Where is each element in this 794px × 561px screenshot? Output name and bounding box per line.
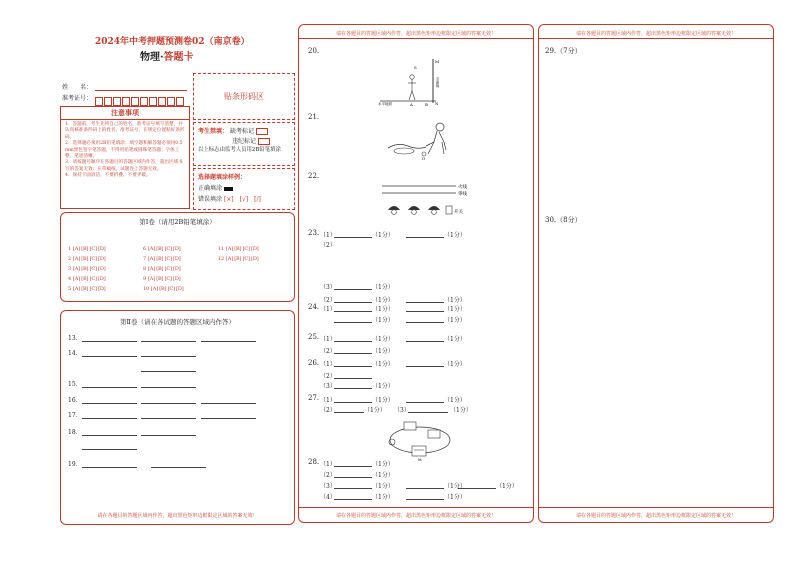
part-number: （4） [320, 494, 336, 501]
points-label: （1分） [372, 361, 394, 368]
label-zero: 零线 [458, 192, 467, 197]
divider [538, 38, 774, 39]
answer-options[interactable]: [A] [B] [C] [D] [147, 256, 181, 262]
answer-line[interactable] [334, 477, 372, 478]
points-label: （1分） [450, 407, 472, 414]
id-label: 准考证号： [62, 95, 93, 102]
divider [298, 38, 534, 39]
answer-line[interactable] [406, 488, 444, 489]
part1-title: 第Ⅰ卷（请用2B铅笔填涂） [139, 218, 216, 226]
points-label: （1分） [372, 397, 394, 404]
svg-text:M: M [418, 458, 422, 462]
subject-title [140, 48, 193, 63]
answer-line[interactable] [334, 466, 372, 467]
part-number: （2） [320, 472, 336, 479]
violation-label: 违纪标记 [232, 138, 257, 145]
answer-line[interactable] [141, 387, 196, 388]
q28-label: 28. [308, 458, 320, 466]
q15-label: 15． [68, 381, 82, 388]
answer-line[interactable] [141, 341, 196, 342]
warning-text: 请在各题目的答题区域内作答，超出黑色矩形边框限定区域的答案无效！ [97, 513, 258, 519]
divider [298, 507, 534, 508]
answer-options[interactable]: [A] [B] [C] [D] [72, 256, 106, 262]
part-number: （3） [394, 407, 410, 414]
answer-line[interactable] [141, 435, 196, 436]
answer-line[interactable] [334, 366, 372, 367]
points-label: （1分） [444, 361, 466, 368]
q21-figure-diagram [384, 120, 456, 160]
divider [538, 507, 774, 508]
points-label: （1分） [444, 317, 466, 324]
answer-options[interactable]: [A] [B] [C] [D] [147, 266, 181, 272]
q20-label: 20. [308, 47, 320, 55]
points-label: （1分） [444, 494, 466, 501]
answer-line[interactable] [334, 378, 372, 379]
exam-title: 2024年中考押题预测卷02（南京卷） [95, 37, 250, 47]
part-number: （3） [320, 483, 336, 490]
answer-line[interactable] [201, 418, 256, 419]
answer-line[interactable] [334, 302, 372, 303]
label-switch: 开关 [454, 210, 463, 215]
label-ground: 水平地面 [378, 102, 392, 106]
part-number: （1） [320, 461, 336, 468]
part-number: （2） [320, 242, 336, 249]
answer-line[interactable] [334, 322, 372, 323]
label-fire: 火线 [458, 185, 467, 190]
part-number: （1） [320, 397, 336, 404]
notes-box [60, 106, 190, 209]
q14-label: 14． [68, 350, 82, 357]
q17-label: 17． [68, 412, 82, 419]
part-number: （2） [320, 348, 336, 355]
answer-line[interactable] [141, 403, 196, 404]
q18-label: 18． [68, 429, 82, 436]
answer-line[interactable] [82, 467, 137, 468]
warning-text: 请在各题目的答题区域内作答，超出黑色矩形边框限定区域的答案无效！ [575, 513, 736, 519]
answer-line[interactable] [406, 341, 444, 342]
q-number: 1 [68, 246, 71, 252]
answer-line[interactable] [334, 388, 372, 389]
q30-label: 30.（8分） [545, 216, 582, 224]
q29-answer-area[interactable] [542, 56, 770, 206]
q27-circuit-diagram [384, 420, 456, 462]
points-label: （1分） [372, 297, 394, 304]
points-label: （1分） [372, 317, 394, 324]
points-label: （1分） [496, 483, 518, 490]
q19-label: 19． [68, 461, 82, 468]
answer-line[interactable] [82, 387, 137, 388]
answer-line[interactable] [82, 356, 137, 357]
answer-options[interactable]: [A] [B] [C] [D] [147, 246, 181, 252]
answer-line[interactable] [82, 449, 137, 450]
points-label: （1分） [444, 397, 466, 404]
answer-options[interactable]: [A] [B] [C] [D] [225, 256, 259, 262]
q-number: 6 [143, 246, 146, 252]
answer-line[interactable] [406, 499, 444, 500]
name-label: 姓 名： [62, 84, 93, 91]
points-label: （1分） [372, 494, 394, 501]
part-number: （1） [320, 232, 336, 239]
q-number: 4 [68, 276, 71, 282]
part-number: （2） [320, 407, 336, 414]
q20-mirror-diagram [378, 55, 448, 107]
answer-line[interactable] [201, 341, 256, 342]
part2-title: 第Ⅱ卷（请在各试题的答题区域内作答） [120, 318, 235, 326]
q29-label: 29.（7分） [545, 47, 582, 55]
absent-checkbox[interactable] [256, 128, 268, 135]
answer-line[interactable] [406, 402, 444, 403]
q26-label: 26. [308, 359, 320, 367]
warning-text: 请在各题目的答题区域内作答，超出黑色矩形边框限定区域的答案无效！ [575, 31, 736, 37]
exam-rules-note: 以上标志由监考人员用2B铅笔填涂 [198, 147, 281, 153]
exam-rules-title: 考生禁填： [198, 128, 229, 135]
part-number: （3） [320, 383, 336, 390]
note-item: 4．保持卡面清洁，不要折叠、不要弄破。 [65, 173, 151, 179]
barcode-area [193, 73, 295, 120]
answer-line[interactable] [334, 499, 372, 500]
exam-rules-box [193, 122, 295, 166]
answer-line[interactable] [406, 366, 444, 367]
answer-line[interactable] [334, 237, 372, 238]
label-a: A [410, 102, 413, 107]
q13-label: 13． [68, 335, 82, 342]
correct-fill-label: 正确填涂 [198, 185, 223, 192]
points-label: （1分） [372, 383, 394, 390]
answer-line[interactable] [334, 289, 372, 290]
answer-options[interactable]: [A] [B] [C] [D] [147, 276, 181, 282]
violation-checkbox[interactable] [258, 138, 270, 145]
answer-options[interactable]: [A] [B] [C] [D] [72, 276, 106, 282]
q30-answer-area[interactable] [542, 226, 770, 504]
fill-sample-box [193, 168, 295, 210]
q16-label: 16． [68, 397, 82, 404]
answer-options[interactable]: [A] [B] [C] [D] [225, 246, 259, 252]
answer-line[interactable] [82, 403, 137, 404]
q-number: 12 [218, 256, 224, 262]
answer-line[interactable] [406, 302, 444, 303]
absent-label: 缺考标记 [229, 128, 254, 135]
q27-label: 27. [308, 394, 320, 402]
label-mirror: 平面镜 [436, 77, 440, 88]
note-item: 3．请按题号顺序在各题目的答题区域内作答，超出区域书写的答案无效；在草稿纸、试题卷上答题无效。 [65, 160, 183, 172]
answer-line[interactable] [334, 402, 372, 403]
answer-line[interactable] [141, 371, 196, 372]
q-number: 2 [68, 256, 71, 262]
points-label: （1分） [364, 407, 386, 414]
wrong-fill-label: 错误填涂 [198, 196, 223, 203]
note-item: 2．选择题必须用2B铅笔填涂；填空题和解答题必须用0.5 mm黑色签字笔答题，不得用铅笔或圆珠笔答题；字体工整、笔迹清晰。 [65, 141, 183, 160]
card-name: 答题卡 [163, 52, 194, 63]
points-label: （1分） [372, 232, 394, 239]
label-m: M [435, 59, 440, 64]
part-number: （3） [320, 284, 336, 291]
answer-line[interactable] [406, 311, 444, 312]
answer-options[interactable]: [A] [B] [C] [D] [150, 286, 184, 292]
part-number: （1） [320, 336, 336, 343]
part-number: （2） [320, 297, 336, 304]
points-label: （1分） [372, 348, 394, 355]
points-label: （1分） [372, 336, 394, 343]
answer-line[interactable] [458, 488, 496, 489]
q-number: 3 [68, 266, 71, 272]
answer-line[interactable] [151, 467, 206, 468]
correct-fill-mark [224, 187, 233, 191]
answer-line[interactable] [141, 418, 196, 419]
points-label: （1分） [372, 306, 394, 313]
subject-name: 物理 [140, 52, 160, 63]
points-label: （1分） [372, 461, 394, 468]
answer-options[interactable]: [A] [B] [C] [D] [72, 246, 106, 252]
answer-line[interactable] [408, 412, 448, 413]
points-label: （1分） [372, 284, 394, 291]
q-number: 10 [143, 286, 149, 292]
q23-label: 23. [308, 229, 320, 237]
q-number: 9 [143, 276, 146, 282]
part-number: （2） [320, 373, 336, 380]
part-number: （1） [320, 361, 336, 368]
points-label: （1分） [372, 483, 394, 490]
q25-label: 25. [308, 333, 320, 341]
subject-separator: · [160, 52, 164, 63]
label-n: N [435, 101, 439, 106]
points-label: （1分） [444, 306, 466, 313]
answer-line[interactable] [141, 356, 196, 357]
label-s: S [414, 65, 417, 70]
q-number: 7 [143, 256, 146, 262]
svg-text:O: O [422, 156, 426, 160]
q-number: 8 [143, 266, 146, 272]
q24-label: 24. [308, 303, 320, 311]
points-label: （1分） [372, 472, 394, 479]
answer-line[interactable] [406, 237, 444, 238]
q21-label: 21. [308, 113, 320, 121]
note-item: 1．答题前，考生先将自己的姓名，准考证号填写清楚，并认真核准条形码上的姓名、准考证号，在规定位置贴好条形码。 [65, 122, 185, 140]
points-label: （1分） [444, 297, 466, 304]
warning-text: 请在各题目的答题区域内作答，超出黑色矩形边框限定区域的答案无效！ [335, 31, 496, 37]
answer-line[interactable] [82, 435, 137, 436]
q-number: 5 [68, 286, 71, 292]
q22-label: 22. [308, 172, 320, 180]
answer-options[interactable]: [A] [B] [C] [D] [72, 286, 106, 292]
answer-line[interactable] [406, 322, 444, 323]
answer-line[interactable] [334, 488, 372, 489]
answer-line[interactable] [334, 353, 372, 354]
q-number: 11 [218, 246, 224, 252]
wrong-fill-marks: [×] [√] [/] [223, 196, 261, 203]
points-label: （1分） [444, 483, 466, 490]
notes-title: 注意事项 [61, 107, 189, 120]
fill-sample-title: 选择题填涂样例： [198, 174, 247, 181]
answer-line[interactable] [201, 403, 256, 404]
answer-options[interactable]: [A] [B] [C] [D] [72, 266, 106, 272]
answer-line[interactable] [82, 418, 137, 419]
answer-line[interactable] [334, 341, 372, 342]
answer-line[interactable] [334, 412, 364, 413]
answer-line[interactable] [82, 341, 137, 342]
points-label: （1分） [444, 232, 466, 239]
label-b: B [425, 102, 428, 107]
answer-line[interactable] [334, 311, 372, 312]
barcode-label: 贴条形码区 [224, 92, 264, 101]
q22-circuit-diagram [378, 180, 478, 220]
warning-text: 请在各题目的答题区域内作答，超出黑色矩形边框限定区域的答案无效！ [335, 513, 496, 519]
part-number: （1） [320, 306, 336, 313]
points-label: （1分） [444, 336, 466, 343]
